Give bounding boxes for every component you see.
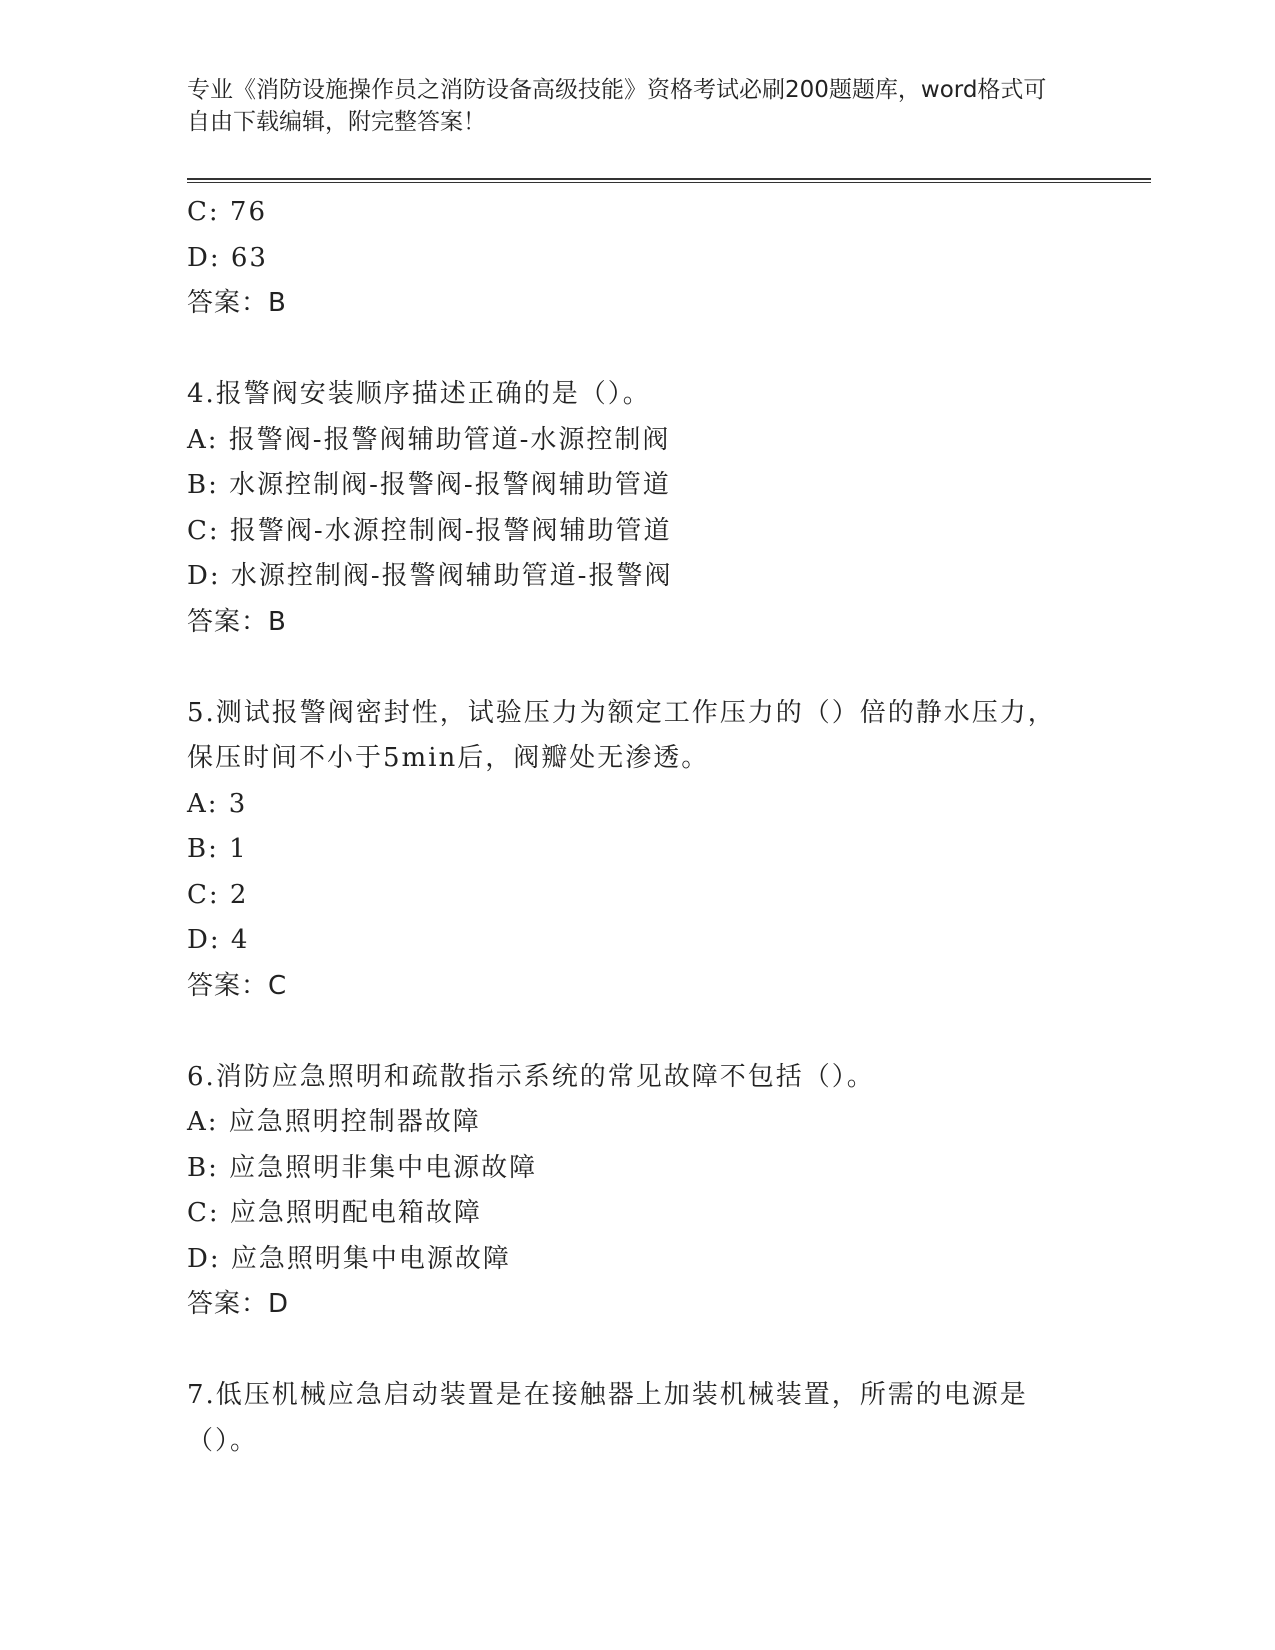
- spacer: [187, 327, 1067, 373]
- answer-line: 答案：D: [187, 1289, 290, 1319]
- header-rule-thick: [187, 178, 1151, 180]
- option-c: C: 2: [187, 879, 249, 910]
- question-7: [187, 1373, 1067, 1464]
- spacer: [187, 1009, 1067, 1055]
- question-4: [187, 372, 1067, 645]
- option-b: B: 水源控制阀-报警阀-报警阀辅助管道: [187, 470, 671, 500]
- question-text: 5.测试报警阀密封性，试验压力为额定工作压力的（）倍的静水压力，保压时间不小于5min后，阀瓣处无渗透。: [187, 697, 1056, 773]
- option-a: A: 报警阀-报警阀辅助管道-水源控制阀: [187, 424, 671, 455]
- option-d: D: 水源控制阀-报警阀辅助管道-报警阀: [187, 561, 673, 591]
- answer-line: 答案：B: [187, 606, 287, 637]
- option-b: B: 应急照明非集中电源故障: [187, 1152, 538, 1183]
- header-title: 专业《消防设施操作员之消防设备高级技能》资格考试必刷200题题库，word格式可自由下载编辑，附完整答案！: [187, 77, 1047, 135]
- spacer: [187, 1328, 1067, 1374]
- option-c: C: 应急照明配电箱故障: [187, 1198, 482, 1228]
- option-a: A: 应急照明控制器故障: [187, 1107, 481, 1137]
- answer-line: 答案：B: [187, 288, 287, 318]
- option-b: B: 1: [187, 834, 248, 864]
- option-a: A: 3: [187, 788, 248, 819]
- question-5: [187, 691, 1067, 1010]
- question-text: 7.低压机械应急启动装置是在接触器上加装机械装置，所需的电源是（）。: [187, 1380, 1028, 1456]
- spacer: [187, 645, 1067, 691]
- answer-line: 答案：C: [187, 970, 288, 1001]
- option-d: D: 应急照明集中电源故障: [187, 1243, 511, 1274]
- option-c: C: 76: [187, 197, 268, 227]
- question-3-tail: [187, 190, 1067, 327]
- document-header: [187, 74, 1067, 138]
- option-d: D: 63: [187, 242, 268, 273]
- option-c: C: 报警阀-水源控制阀-报警阀辅助管道: [187, 515, 672, 546]
- header-rule-thin: [187, 182, 1151, 183]
- question-text: 4.报警阀安装顺序描述正确的是（）。: [187, 379, 651, 409]
- question-6: [187, 1055, 1067, 1328]
- option-d: D: 4: [187, 925, 250, 955]
- question-text: 6.消防应急照明和疏散指示系统的常见故障不包括（）。: [187, 1061, 875, 1092]
- question-content: [187, 190, 1067, 1464]
